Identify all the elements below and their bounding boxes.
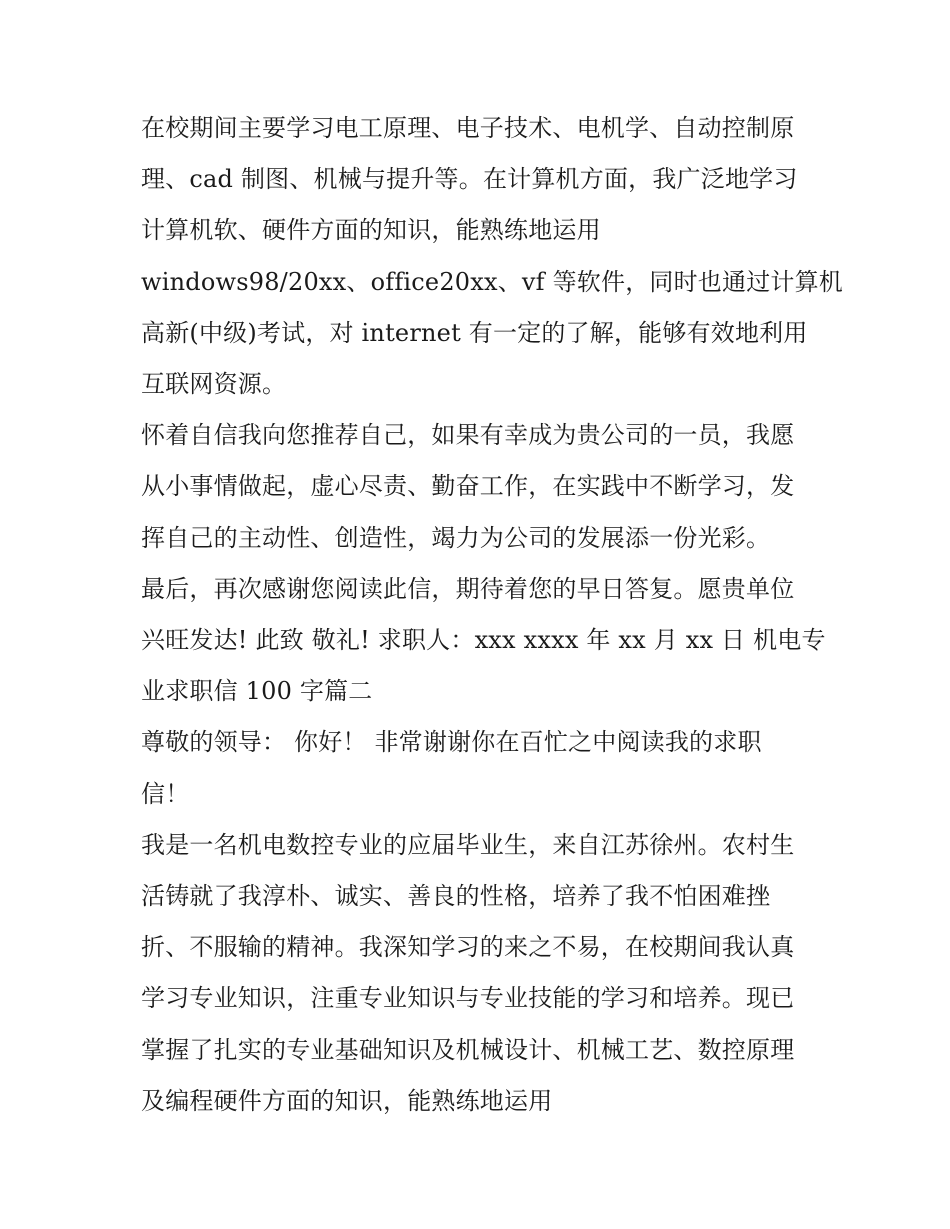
text-line: 折、不服输的精神。我深知学习的来之不易，在校期间我认真 — [141, 933, 795, 962]
text-line: 理、cad 制图、机械与提升等。在计算机方面，我广泛地学习 — [141, 165, 798, 194]
text-line: 我是一名机电数控专业的应届毕业生，来自江苏徐州。农村生 — [141, 830, 795, 859]
text-line: 挥自己的主动性、创造性，竭力为公司的发展添一份光彩。 — [141, 523, 771, 552]
text-line: 及编程硬件方面的知识，能熟练地运用 — [141, 1086, 553, 1115]
text-line: 掌握了扎实的专业基础知识及机械设计、机械工艺、数控原理 — [141, 1035, 795, 1064]
text-line: 怀着自信我向您推荐自己，如果有幸成为贵公司的一员，我愿 — [141, 421, 795, 450]
text-line: 业求职信 100 字篇二 — [141, 677, 373, 706]
text-line: 高新(中级)考试，对 internet 有一定的了解，能够有效地利用 — [141, 318, 808, 347]
text-line: 在校期间主要学习电工原理、电子技术、电机学、自动控制原 — [141, 114, 795, 142]
text-line: 信！ — [141, 779, 190, 808]
text-line: 尊敬的领导： 你好！ 非常谢谢你在百忙之中阅读我的求职 — [141, 728, 762, 757]
text-line: 活铸就了我淳朴、诚实、善良的性格，培养了我不怕困难挫 — [141, 882, 771, 911]
text-line: 最后，再次感谢您阅读此信，期待着您的早日答复。愿贵单位 — [141, 574, 795, 603]
text-line: 互联网资源。 — [141, 370, 287, 399]
text-line: 计算机软、硬件方面的知识，能熟练地运用 — [141, 216, 601, 245]
text-line: windows98/20xx、office20xx、vf 等软件，同时也通过计算机 — [141, 267, 843, 296]
text-line: 兴旺发达! 此致 敬礼! 求职人：xxx xxxx 年 xx 月 xx 日 机电专 — [141, 626, 826, 655]
document-body — [141, 103, 843, 1127]
text-line: 从小事情做起，虚心尽责、勤奋工作，在实践中不断学习，发 — [141, 472, 795, 501]
text-line: 学习专业知识，注重专业知识与专业技能的学习和培养。现已 — [141, 984, 795, 1013]
